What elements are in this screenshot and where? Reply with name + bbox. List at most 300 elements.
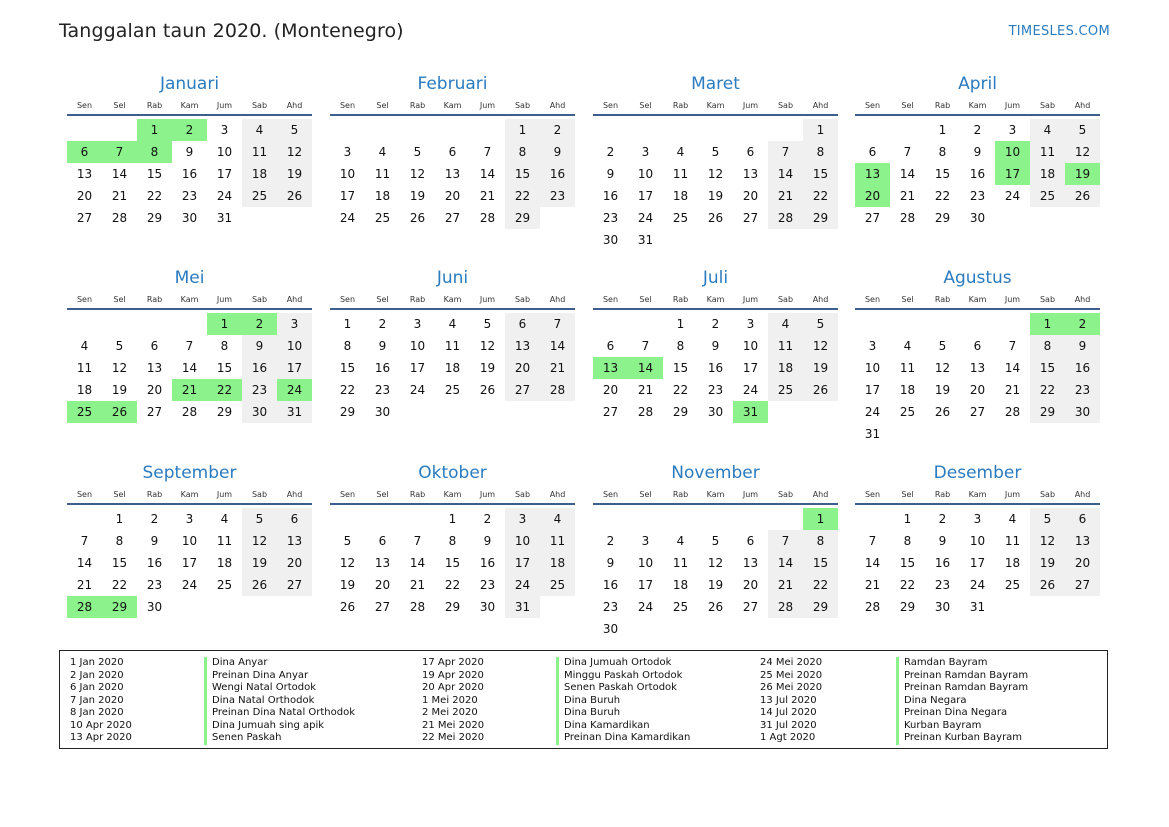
empty-cell [67, 508, 102, 530]
legend-date: 8 Jan 2020 [70, 707, 124, 718]
empty-cell [1065, 596, 1100, 618]
week-row [855, 552, 1100, 574]
day-cell: 24 [742, 383, 759, 397]
month-name: April [958, 74, 997, 94]
week-row [67, 207, 312, 229]
empty-cell [925, 423, 960, 445]
day-cell: 29 [934, 211, 951, 225]
day-cell: 29 [216, 405, 233, 419]
empty-cell [663, 229, 698, 251]
weekday-label: Rab [146, 101, 163, 110]
day-cell: 23 [602, 211, 619, 225]
holiday-day-cell: 8 [137, 141, 172, 163]
weekday-label: Sab [1039, 295, 1056, 304]
day-cell: 1 [115, 512, 124, 526]
legend-date: 21 Mei 2020 [422, 719, 485, 731]
week-row [67, 163, 312, 185]
legend-holiday-name: Dina Negara [896, 695, 1028, 708]
week-row [330, 401, 575, 423]
day-cell: 15 [899, 556, 916, 570]
day-cell: 23 [479, 578, 496, 592]
week-row [593, 335, 838, 357]
day-cell: 14 [864, 556, 881, 570]
legend-holiday-name: Dina Jumuah Ortodok [556, 657, 690, 670]
weekday-label: Jum [1004, 295, 1021, 304]
month-name: Juli [702, 268, 729, 288]
weekday-header [855, 98, 1100, 116]
day-cell: 6 [448, 145, 457, 159]
day-cell: 21 [111, 189, 128, 203]
day-cell: 6 [277, 508, 312, 530]
weekday-label: Rab [409, 490, 426, 499]
week-row [855, 530, 1100, 552]
weekday-label: Kam [180, 490, 199, 499]
week-row [855, 313, 1100, 335]
empty-cell [435, 119, 470, 141]
day-cell: 19 [339, 578, 356, 592]
day-cell: 20 [146, 383, 163, 397]
week-row [67, 552, 312, 574]
legend-date: 2 Mei 2020 [422, 707, 478, 718]
day-cell: 18 [899, 383, 916, 397]
day-cell: 29 [803, 207, 838, 229]
week-row [593, 207, 838, 229]
holiday-day-cell: 13 [855, 163, 890, 185]
day-cell: 19 [803, 357, 838, 379]
holiday-day-cell: 19 [1065, 163, 1100, 185]
day-cell: 16 [1065, 357, 1100, 379]
day-cell: 11 [768, 335, 803, 357]
day-cell: 10 [277, 335, 312, 357]
day-cell: 28 [540, 379, 575, 401]
month-name: Maret [691, 74, 740, 94]
day-cell: 8 [803, 141, 838, 163]
legend-holiday-name: Wengi Natal Ortodok [204, 682, 355, 695]
month-days [855, 119, 1100, 229]
day-cell: 4 [903, 339, 912, 353]
day-cell: 5 [115, 339, 124, 353]
day-cell: 4 [220, 512, 229, 526]
weekday-label: Sab [251, 101, 268, 110]
day-cell: 15 [934, 167, 951, 181]
weekday-header [67, 487, 312, 505]
day-cell: 27 [969, 405, 986, 419]
day-cell: 2 [150, 512, 159, 526]
day-cell: 17 [637, 189, 654, 203]
weekday-label: Jum [742, 490, 759, 499]
weekday-label: Kam [706, 101, 725, 110]
day-cell: 20 [742, 578, 759, 592]
day-cell: 18 [76, 383, 93, 397]
day-cell: 23 [934, 578, 951, 592]
empty-cell [540, 596, 575, 618]
day-cell: 3 [746, 317, 755, 331]
day-cell: 23 [146, 578, 163, 592]
day-cell: 19 [242, 552, 277, 574]
day-cell: 16 [934, 556, 951, 570]
day-cell: 11 [444, 339, 461, 353]
empty-cell [277, 596, 312, 618]
day-cell: 14 [768, 163, 803, 185]
weekday-label: Sab [251, 490, 268, 499]
day-cell: 8 [505, 141, 540, 163]
weekday-label: Kam [968, 101, 987, 110]
holiday-day-cell: 10 [995, 141, 1030, 163]
legend-holiday-name: Preinan Ramdan Bayram [896, 670, 1028, 683]
weekday-label: Sel [376, 295, 389, 304]
day-cell: 3 [343, 145, 352, 159]
legend-holiday-name: Dina Anyar [204, 657, 355, 670]
week-row [330, 335, 575, 357]
legend-date: 1 Jan 2020 [70, 657, 124, 668]
legend-date: 2 Jan 2020 [70, 669, 124, 681]
day-cell: 11 [540, 530, 575, 552]
holiday-day-cell: 29 [102, 596, 137, 618]
weekday-label: Sab [777, 490, 794, 499]
weekday-label: Sel [113, 295, 126, 304]
week-row [67, 379, 312, 401]
empty-cell [470, 401, 505, 423]
empty-cell [925, 313, 960, 335]
empty-cell [995, 596, 1030, 618]
day-cell: 23 [1065, 379, 1100, 401]
day-cell: 9 [242, 335, 277, 357]
day-cell: 4 [676, 534, 685, 548]
weekday-label: Sel [113, 101, 126, 110]
day-cell: 1 [448, 512, 457, 526]
day-cell: 6 [746, 145, 755, 159]
day-cell: 12 [707, 556, 724, 570]
day-cell: 28 [637, 405, 654, 419]
week-row [67, 574, 312, 596]
weekday-label: Sel [376, 490, 389, 499]
day-cell: 25 [216, 578, 233, 592]
legend-date: 25 Mei 2020 [760, 669, 823, 681]
day-cell: 14 [479, 167, 496, 181]
day-cell: 27 [277, 574, 312, 596]
day-cell: 17 [181, 556, 198, 570]
day-cell: 24 [637, 211, 654, 225]
month-juli [593, 266, 838, 423]
weekday-label: Kam [706, 490, 725, 499]
empty-cell [663, 508, 698, 530]
empty-cell [995, 207, 1030, 229]
weekday-label: Sel [639, 295, 652, 304]
empty-cell [768, 508, 803, 530]
day-cell: 26 [803, 379, 838, 401]
day-cell: 19 [707, 189, 724, 203]
day-cell: 31 [864, 427, 881, 441]
legend-holiday-name: Preinan Dina Negara [896, 707, 1028, 720]
day-cell: 26 [707, 600, 724, 614]
week-row [593, 357, 838, 379]
day-cell: 3 [868, 339, 877, 353]
day-cell: 15 [111, 556, 128, 570]
day-cell: 15 [803, 163, 838, 185]
day-cell: 5 [242, 508, 277, 530]
day-cell: 19 [409, 189, 426, 203]
day-cell: 2 [973, 123, 982, 137]
day-cell: 9 [185, 145, 194, 159]
weekday-label: Kam [180, 295, 199, 304]
week-row [855, 119, 1100, 141]
empty-cell [1030, 207, 1065, 229]
empty-cell [890, 423, 925, 445]
weekday-label: Kam [968, 490, 987, 499]
holiday-day-cell: 21 [172, 379, 207, 401]
weekday-label: Sel [376, 101, 389, 110]
day-cell: 29 [1030, 401, 1065, 423]
weekday-label: Jum [216, 490, 233, 499]
day-cell: 6 [746, 534, 755, 548]
day-cell: 6 [1065, 508, 1100, 530]
weekday-header [855, 487, 1100, 505]
day-cell: 4 [378, 145, 387, 159]
day-cell: 28 [409, 600, 426, 614]
day-cell: 26 [242, 574, 277, 596]
day-cell: 7 [868, 534, 877, 548]
month-januari [67, 72, 312, 229]
empty-cell [102, 313, 137, 335]
day-cell: 24 [637, 600, 654, 614]
week-row [855, 357, 1100, 379]
day-cell: 23 [242, 379, 277, 401]
day-cell: 11 [216, 534, 233, 548]
month-name: Mei [174, 268, 205, 288]
weekday-label: Sab [514, 101, 531, 110]
empty-cell [540, 401, 575, 423]
week-row [855, 508, 1100, 530]
day-cell: 3 [641, 145, 650, 159]
holiday-day-cell: 7 [102, 141, 137, 163]
day-cell: 3 [185, 512, 194, 526]
day-cell: 23 [969, 189, 986, 203]
weekday-header [67, 292, 312, 310]
day-cell: 23 [707, 383, 724, 397]
day-cell: 28 [181, 405, 198, 419]
day-cell: 30 [479, 600, 496, 614]
day-cell: 5 [413, 145, 422, 159]
day-cell: 23 [602, 600, 619, 614]
empty-cell [277, 207, 312, 229]
holiday-day-cell: 22 [207, 379, 242, 401]
day-cell: 26 [707, 211, 724, 225]
week-row [855, 207, 1100, 229]
legend-date: 31 Jul 2020 [760, 719, 817, 731]
week-row [67, 313, 312, 335]
week-row [593, 229, 838, 251]
day-cell: 10 [637, 556, 654, 570]
empty-cell [733, 618, 768, 640]
weekday-label: Jum [479, 490, 496, 499]
day-cell: 31 [277, 401, 312, 423]
week-row [330, 185, 575, 207]
weekday-label: Sel [901, 490, 914, 499]
day-cell: 24 [864, 405, 881, 419]
day-cell: 29 [899, 600, 916, 614]
week-row [67, 530, 312, 552]
month-mei [67, 266, 312, 423]
day-cell: 18 [242, 163, 277, 185]
day-cell: 6 [378, 534, 387, 548]
day-cell: 4 [540, 508, 575, 530]
day-cell: 24 [339, 211, 356, 225]
weekday-label: Ahd [1074, 101, 1091, 110]
empty-cell [505, 401, 540, 423]
day-cell: 10 [339, 167, 356, 181]
weekday-label: Rab [146, 295, 163, 304]
day-cell: 25 [672, 600, 689, 614]
empty-cell [698, 618, 733, 640]
weekday-label: Sel [113, 490, 126, 499]
day-cell: 25 [444, 383, 461, 397]
weekday-header [330, 487, 575, 505]
day-cell: 22 [146, 189, 163, 203]
week-row [855, 423, 1100, 445]
week-row [593, 618, 838, 640]
day-cell: 28 [768, 207, 803, 229]
day-cell: 13 [742, 167, 759, 181]
empty-cell [803, 401, 838, 423]
day-cell: 23 [181, 189, 198, 203]
day-cell: 4 [242, 119, 277, 141]
empty-cell [698, 508, 733, 530]
weekday-label: Sen [602, 295, 619, 304]
weekday-label: Kam [968, 295, 987, 304]
day-cell: 21 [768, 185, 803, 207]
day-cell: 4 [448, 317, 457, 331]
day-cell: 16 [181, 167, 198, 181]
day-cell: 13 [444, 167, 461, 181]
legend-name-column [896, 657, 1028, 745]
weekday-label: Sab [514, 490, 531, 499]
day-cell: 8 [448, 534, 457, 548]
empty-cell [400, 401, 435, 423]
weekday-header [330, 292, 575, 310]
weekday-label: Jum [479, 295, 496, 304]
day-cell: 22 [1030, 379, 1065, 401]
day-cell: 11 [76, 361, 93, 375]
weekday-label: Sab [777, 101, 794, 110]
legend-date-column [70, 657, 132, 745]
holiday-day-cell: 17 [995, 163, 1030, 185]
day-cell: 23 [540, 185, 575, 207]
day-cell: 8 [220, 339, 229, 353]
empty-cell [330, 508, 365, 530]
empty-cell [768, 401, 803, 423]
day-cell: 3 [277, 313, 312, 335]
weekday-label: Rab [146, 490, 163, 499]
day-cell: 9 [938, 534, 947, 548]
day-cell: 16 [969, 167, 986, 181]
weekday-label: Ahd [286, 101, 303, 110]
month-days [855, 508, 1100, 618]
empty-cell [698, 119, 733, 141]
day-cell: 2 [606, 534, 615, 548]
day-cell: 26 [934, 405, 951, 419]
day-cell: 2 [711, 317, 720, 331]
day-cell: 21 [899, 189, 916, 203]
day-cell: 22 [505, 185, 540, 207]
week-row [855, 335, 1100, 357]
day-cell: 18 [1004, 556, 1021, 570]
day-cell: 25 [242, 185, 277, 207]
week-row [593, 401, 838, 423]
day-cell: 21 [1004, 383, 1021, 397]
day-cell: 29 [339, 405, 356, 419]
empty-cell [102, 119, 137, 141]
day-cell: 24 [216, 189, 233, 203]
weekday-label: Sen [864, 295, 881, 304]
day-cell: 19 [934, 383, 951, 397]
weekday-label: Kam [443, 490, 462, 499]
legend-date: 6 Jan 2020 [70, 682, 124, 693]
day-cell: 10 [864, 361, 881, 375]
month-days [855, 313, 1100, 445]
day-cell: 10 [969, 534, 986, 548]
day-cell: 22 [111, 578, 128, 592]
day-cell: 3 [220, 123, 229, 137]
day-cell: 15 [505, 163, 540, 185]
weekday-label: Sab [1039, 490, 1056, 499]
legend-holiday-name: Dina Natal Orthodok [204, 695, 355, 708]
day-cell: 25 [899, 405, 916, 419]
holiday-day-cell: 2 [1065, 313, 1100, 335]
empty-cell [768, 229, 803, 251]
day-cell: 31 [637, 233, 654, 247]
legend-date: 10 Apr 2020 [70, 719, 132, 731]
weekday-label: Sel [901, 295, 914, 304]
day-cell: 27 [1065, 574, 1100, 596]
empty-cell [365, 508, 400, 530]
weekday-label: Sen [76, 295, 93, 304]
day-cell: 27 [444, 211, 461, 225]
legend-holiday-name: Preinan Dina Anyar [204, 670, 355, 683]
empty-cell [960, 313, 995, 335]
weekday-label: Sab [777, 295, 794, 304]
day-cell: 15 [803, 552, 838, 574]
legend-date: 1 Agt 2020 [760, 732, 816, 743]
day-cell: 22 [803, 574, 838, 596]
day-cell: 27 [864, 211, 881, 225]
empty-cell [435, 401, 470, 423]
day-cell: 17 [505, 552, 540, 574]
day-cell: 3 [973, 512, 982, 526]
day-cell: 30 [242, 401, 277, 423]
weekday-label: Ahd [549, 295, 566, 304]
day-cell: 18 [672, 189, 689, 203]
week-row [330, 357, 575, 379]
empty-cell [540, 207, 575, 229]
weekday-label: Kam [443, 101, 462, 110]
month-september [67, 461, 312, 618]
brand-link[interactable]: TIMESLES.COM [1008, 24, 1110, 39]
weekday-label: Jum [1004, 101, 1021, 110]
day-cell: 26 [339, 600, 356, 614]
weekday-label: Ahd [286, 490, 303, 499]
day-cell: 1 [343, 317, 352, 331]
legend-name-column [204, 657, 355, 745]
month-maret [593, 72, 838, 251]
empty-cell [628, 119, 663, 141]
day-cell: 25 [672, 211, 689, 225]
day-cell: 26 [1030, 574, 1065, 596]
day-cell: 27 [742, 211, 759, 225]
day-cell: 5 [1030, 508, 1065, 530]
day-cell: 14 [540, 335, 575, 357]
page-title: Tanggalan taun 2020. (Montenegro) [59, 20, 404, 42]
day-cell: 12 [803, 335, 838, 357]
